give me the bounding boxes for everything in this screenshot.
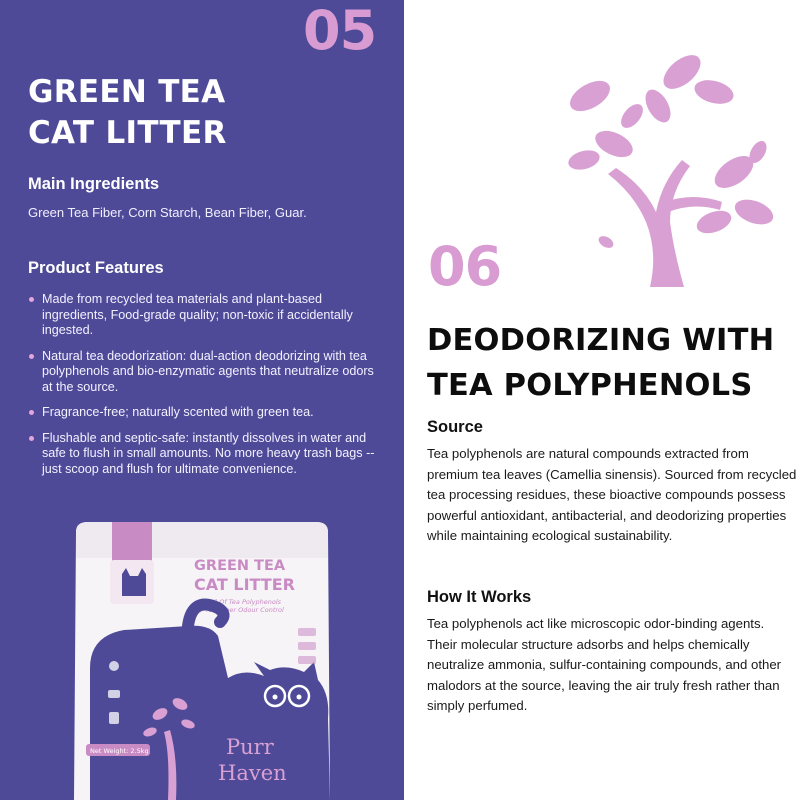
- feature-item: [28, 349, 383, 396]
- feature-text: Flushable and septic-safe: instantly dissolves in water and safe to flush in small amounts. No more heavy trash bags -- just scoop and flush for ultimate convenience.: [42, 430, 375, 476]
- bag-net-weight: Net Weight: 2.5kg: [90, 747, 149, 755]
- right-title-line2: TEA POLYPHENOLS: [427, 368, 753, 403]
- bullet-dot-icon: [29, 436, 34, 441]
- feature-item: [28, 431, 383, 478]
- features-heading: Product Features: [28, 259, 164, 277]
- features-list: [28, 292, 383, 487]
- feature-item: [28, 292, 383, 339]
- section-number-05: 05: [303, 0, 377, 62]
- bag-tagline-line2: for Super Odour Control: [206, 606, 284, 614]
- how-it-works-text: Tea polyphenols act like microscopic odor-binding agents. Their molecular structure adsorbs and helps chemically neutralize ammonia, sulfur-containing compounds, and other malodors at the source, leaving the air truly fresh rather than simply perfumed.: [427, 616, 782, 713]
- feature-text: Made from recycled tea materials and plant-based ingredients, Food-grade quality; non-toxic if accidentally ingested.: [42, 292, 353, 337]
- left-title: [28, 72, 368, 154]
- tea-tree-icon: [554, 52, 784, 287]
- product-bag-image: [68, 518, 336, 800]
- ingredients-heading: Main Ingredients: [28, 175, 160, 193]
- bag-tagline-line1: Full Of Tea Polyphenols: [206, 598, 282, 606]
- bag-title-line1: GREEN TEA: [194, 558, 286, 574]
- left-title-line1: GREEN TEA: [28, 74, 226, 110]
- feature-text: Natural tea deodorization: dual-action deodorizing with tea polyphenols and bio-enzymatic agents that neutralize odors at the source.: [42, 348, 374, 394]
- right-title: [427, 318, 797, 408]
- feature-item: [28, 405, 383, 421]
- bullet-dot-icon: [29, 354, 34, 359]
- left-title-line2: CAT LITTER: [28, 115, 227, 151]
- bullet-dot-icon: [29, 297, 34, 302]
- bullet-dot-icon: [29, 410, 34, 415]
- how-it-works-heading: How It Works: [427, 588, 532, 606]
- source-heading: Source: [427, 418, 483, 436]
- bag-title-line2: CAT LITTER: [194, 575, 295, 594]
- right-panel: [404, 0, 800, 800]
- feature-text: Fragrance-free; naturally scented with green tea.: [42, 405, 314, 419]
- section-number-06: 06: [428, 235, 502, 298]
- bag-brand-line2: Haven: [218, 761, 287, 785]
- source-text: Tea polyphenols are natural compounds extracted from premium tea leaves (Camellia sinensis). Sourced from recycled tea processing residues, these bioactive compounds possess powerful antioxidant, antibacterial, and deodorizing properties while maintaining ecological sustainability.: [427, 446, 797, 543]
- bag-brand-line1: Purr: [226, 735, 274, 759]
- ingredients-text: Green Tea Fiber, Corn Starch, Bean Fiber, Guar.: [28, 205, 307, 220]
- right-title-line1: DEODORIZING WITH: [427, 323, 775, 358]
